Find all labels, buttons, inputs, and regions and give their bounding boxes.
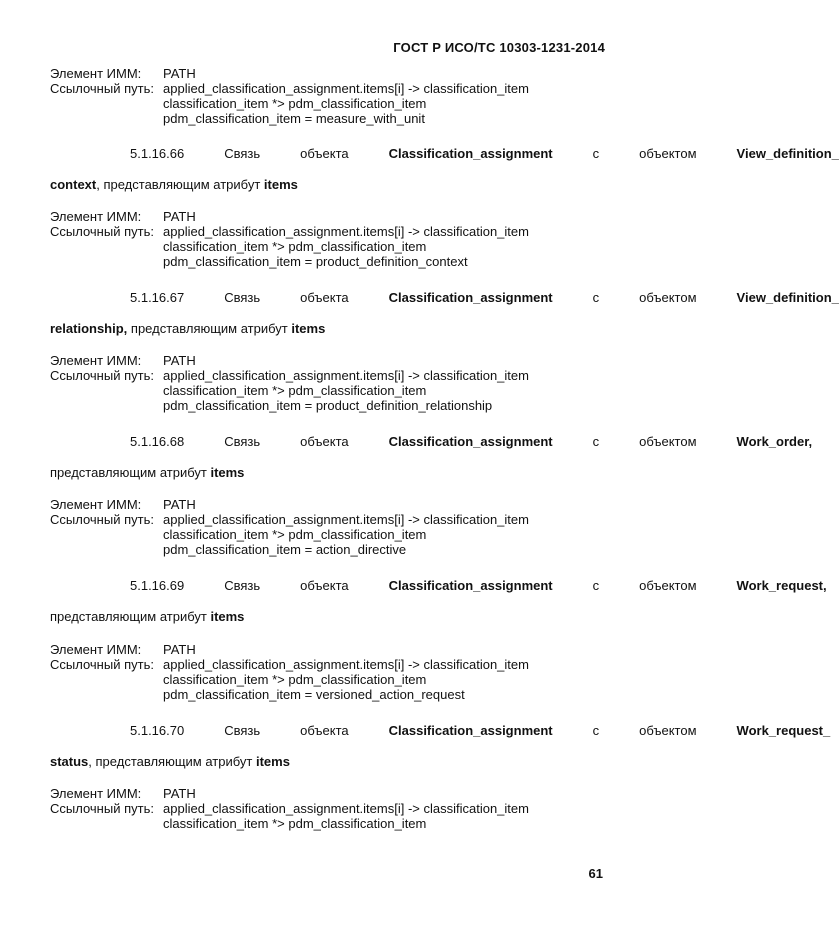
ref-path-label: Ссылочный путь: [50,81,154,96]
section-heading-69: 5.1.16.69 Связь объекта Classification_assignment с объектом Work_request, представляющим атрибут items [50,578,827,624]
imm-block: Элемент ИММ: PATH Ссылочный путь: applied_classification_assignment.items[i] -> classification_item classification_item *> pdm_classification_item pdm_classification_item = product_definition_relationship [50,353,529,413]
element-value: PATH [163,66,196,81]
imm-block: Элемент ИММ: PATH Ссылочный путь: applied_classification_assignment.items[i] -> classification_item classification_item *> pdm_classification_item [50,786,529,831]
imm-block: Элемент ИММ: PATH Ссылочный путь: applied_classification_assignment.items[i] -> classification_item classification_item *> pdm_classification_item pdm_classification_item = action_directive [50,497,529,557]
section-heading-70: 5.1.16.70 Связь объекта Classification_assignment с объектом Work_request_ status, представляющим атрибут items [50,723,831,769]
section-heading-66: 5.1.16.66 Связь объекта Classification_assignment с объектом View_definition_ context, представляющим атрибут items [50,146,839,192]
section-heading-68: 5.1.16.68 Связь объекта Classification_assignment с объектом Work_order, представляющим атрибут items [50,434,813,480]
ref-path-line: pdm_classification_item = measure_with_unit [163,111,425,126]
section-heading-67: 5.1.16.67 Связь объекта Classification_assignment с объектом View_definition_ relationship, представляющим атрибут items [50,290,839,336]
ref-path-line: applied_classification_assignment.items[i] -> classification_item [163,81,529,96]
ref-path-line: classification_item *> pdm_classification_item [163,96,427,111]
page-number: 61 [588,866,603,881]
imm-block: Элемент ИММ: PATH Ссылочный путь: applied_classification_assignment.items[i] -> classification_item classification_item *> pdm_classification_item pdm_classification_item = product_definition_context [50,209,529,269]
imm-block: Элемент ИММ: PATH Ссылочный путь: applied_classification_assignment.items[i] -> classification_item classification_item *> pdm_classification_item pdm_classification_item = versioned_action_request [50,642,529,702]
element-label: Элемент ИММ: [50,66,142,81]
document-header: ГОСТ Р ИСО/ТС 10303-1231-2014 [393,40,605,55]
imm-block [50,66,605,126]
